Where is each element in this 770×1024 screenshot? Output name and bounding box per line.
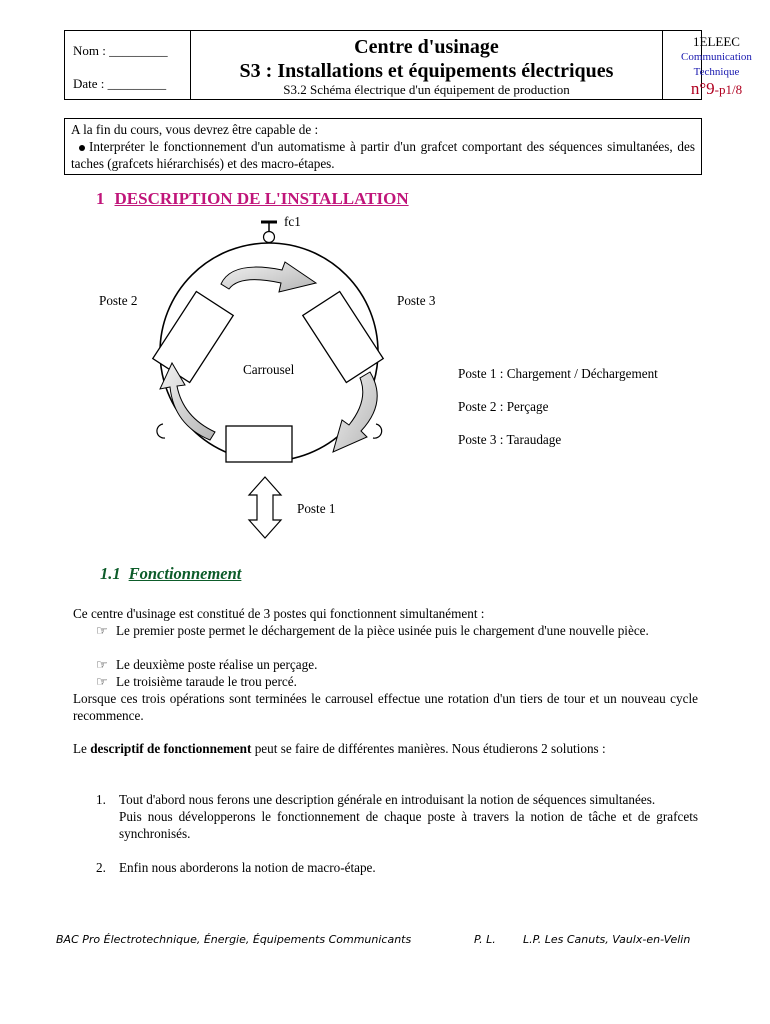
section-1-number: 1: [96, 189, 105, 208]
pointing-hand-icon: ☞: [96, 623, 108, 638]
section-1-1-title: Fonctionnement: [128, 564, 242, 583]
pointing-hand-icon: ☞: [96, 657, 108, 672]
list-text-2: Enfin nous aborderons la notion de macro-étape.: [119, 860, 376, 875]
list-item: [96, 673, 698, 690]
page-subtitle: S3 : Installations et équipements électriques: [239, 60, 614, 82]
category-line2: Technique: [693, 66, 740, 78]
right-knob: [373, 424, 382, 438]
bullet-text-1: Le premier poste permet le déchargement de la pièce usinée puis le chargement d'une nouvelle pièce.: [116, 623, 649, 638]
section-ref: S3.2 Schéma électrique d'un équipement de production: [283, 82, 570, 97]
section-1-1-heading: [100, 564, 241, 584]
legend-poste-1: Poste 1 : Chargement / Déchargement: [458, 366, 658, 381]
doc-number-value: n°9: [690, 79, 715, 98]
list-item: [96, 656, 698, 673]
body-intro: Ce centre d'usinage est constitué de 3 postes qui fonctionnent simultanément :: [73, 606, 485, 621]
carrousel-label: Carrousel: [243, 362, 295, 377]
bullet-text-3: Le troisième taraude le trou percé.: [116, 674, 297, 689]
descr-bold: descriptif de fonctionnement: [90, 741, 252, 756]
footer-right: L.P. Les Canuts, Vaulx-en-Velin: [523, 933, 691, 946]
list-number-2: 2.: [96, 860, 106, 875]
footer-left: BAC Pro Électrotechnique, Énergie, Équipements Communicants: [56, 933, 412, 946]
pointing-hand-icon: ☞: [96, 674, 108, 689]
section-1-1-number: 1.1: [100, 564, 121, 583]
legend-poste-2: Poste 2 : Perçage: [458, 399, 549, 414]
poste-3-label: Poste 3: [397, 293, 436, 308]
descr-suffix: peut se faire de différentes manières. Nous étudierons 2 solutions :: [251, 741, 606, 756]
fc1-label: fc1: [284, 214, 301, 229]
list-text-1: Tout d'abord nous ferons une description générale en introduisant la notion de séquences simultanées.: [119, 792, 656, 807]
page-title: Centre d'usinage: [354, 36, 499, 58]
objectives-item-text: Interpréter le fonctionnement d'un automatisme à partir d'un grafcet comportant des séquences simultanées, des taches (grafcets hiérarchisés) et des macro-étapes.: [71, 139, 695, 171]
descriptif-paragraph: [73, 740, 698, 757]
footer-middle: P. L.: [474, 933, 496, 946]
numbered-list: [96, 791, 698, 876]
list-item: [96, 859, 698, 876]
poste-1-label: Poste 1: [297, 501, 336, 516]
page-number: -p1/8: [714, 82, 743, 97]
nom-field: Nom : _________: [73, 43, 168, 58]
category-line1: Communication: [681, 51, 752, 63]
section-1-title: DESCRIPTION DE L'INSTALLATION: [114, 189, 409, 208]
list-item: [96, 622, 698, 639]
fc1-sensor: [261, 222, 277, 243]
descr-prefix: Le: [73, 741, 91, 756]
load-unload-arrow: [249, 477, 281, 538]
bullet-text-2: Le deuxième poste réalise un perçage.: [116, 657, 318, 672]
objectives-intro: A la fin du cours, vous devrez être capable de :: [71, 122, 319, 137]
left-knob: [157, 424, 165, 438]
list-text-1b: Puis nous développerons le fonctionnement de chaque poste à travers la notion de tâche et de grafcets synchronisés.: [119, 809, 698, 841]
poste-2-label: Poste 2: [99, 293, 138, 308]
list-number-1: 1.: [96, 792, 106, 807]
cycle-paragraph: Lorsque ces trois opérations sont terminées le carrousel effectue une rotation d'un tiers de tour et un nouveau cycle recommence.: [73, 691, 698, 723]
class-label: 1ELEEC: [693, 34, 740, 49]
date-field: Date : _________: [73, 76, 167, 91]
legend-poste-3: Poste 3 : Taraudage: [458, 432, 562, 447]
list-item: [96, 791, 698, 842]
poste-1-station: [226, 426, 292, 462]
